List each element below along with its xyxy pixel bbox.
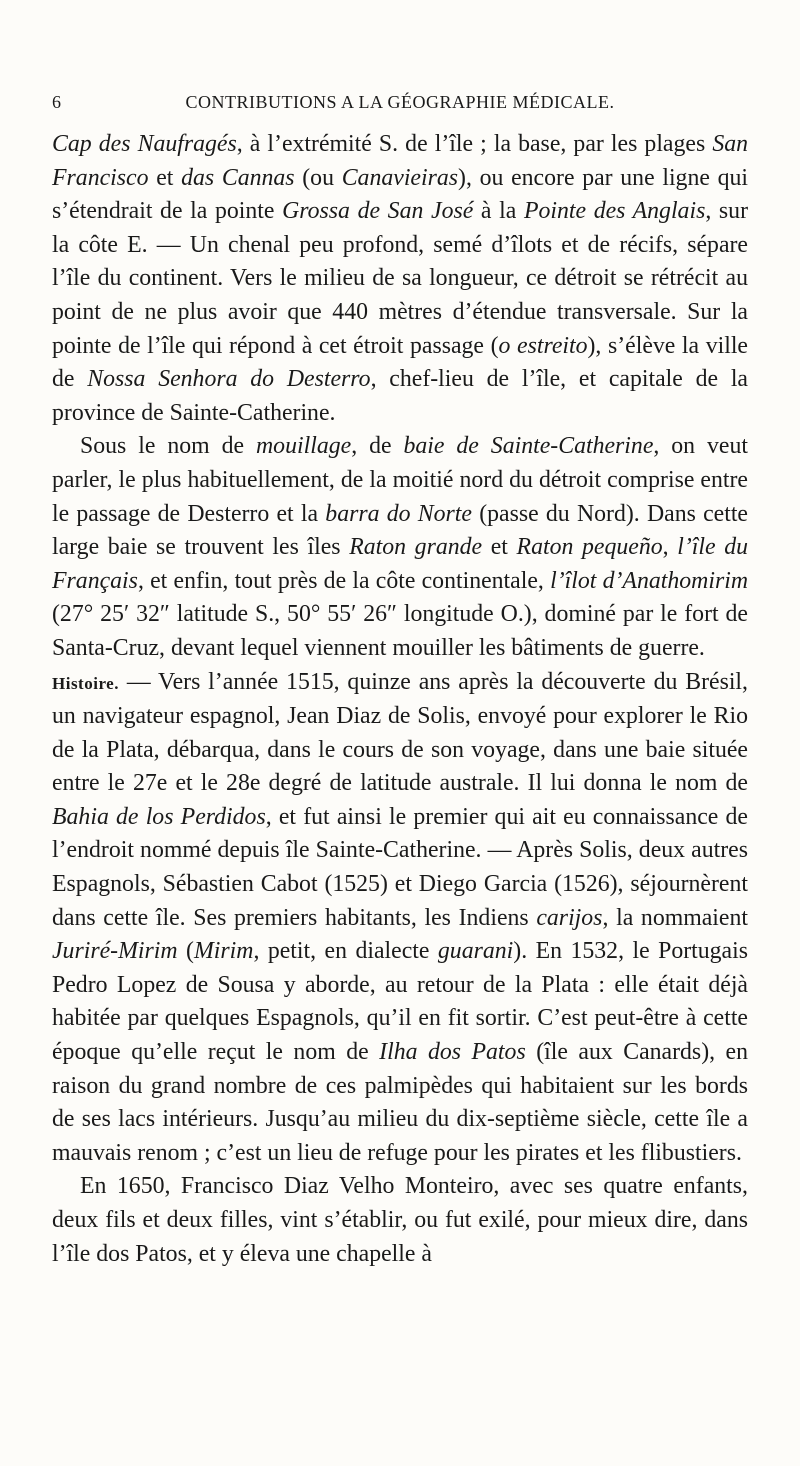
paragraph bbox=[52, 430, 748, 665]
text-run: , on veut parler, le plus habituellement, de la moitié nord du détroit comprise entre le passage de Desterro et la bbox=[52, 433, 748, 527]
italic-term: Mirim bbox=[193, 938, 254, 965]
text-run: , et enfin, tout près de la côte continentale, bbox=[137, 567, 551, 594]
text-run: , sur la côte E. — Un chenal peu profond, semé d’îlots et de récifs, sépare l’île du continent. Vers le milieu de sa longueur, ce détroit se rétrécit au point de ne plus avoir que 440 mètres d’étendue transversale. Sur la pointe de l’île qui répond à cet étroit passage ( bbox=[52, 198, 748, 359]
text-run: (île aux Canards), en raison du grand nombre de ces palmipèdes qui habitaient sur les bords de ses lacs intérieurs. Jusqu’au milieu du dix-septième siècle, cette île a mauvais renom ; c’est un lieu de refuge pour les pirates et les flibustiers. bbox=[52, 1039, 749, 1166]
section-label: Histoire. bbox=[52, 673, 119, 693]
text-run: , et fut ainsi le premier qui ait eu connaissance de l’endroit nommé depuis île Sainte-Catherine. — Après Solis, deux autres Espagnols, Sébastien Cabot (1525) et Diego Garcia (1526), séjournèrent dans cette île. Ses premiers habitants, les Indiens bbox=[52, 803, 748, 931]
italic-term: Pointe des Anglais bbox=[523, 198, 706, 225]
running-head bbox=[52, 92, 748, 116]
paragraph bbox=[52, 1170, 748, 1271]
italic-term: San Francisco bbox=[52, 131, 749, 191]
page-number: 6 bbox=[52, 92, 62, 112]
italic-term: Nossa Senhora do Desterro bbox=[87, 366, 371, 393]
running-title: CONTRIBUTIONS A LA GÉOGRAPHIE MÉDICALE. bbox=[185, 92, 615, 112]
italic-term: Bahia de los Perdidos bbox=[52, 803, 266, 830]
text-run: à la bbox=[473, 198, 524, 225]
text-run: , de bbox=[351, 433, 404, 460]
text-run: , chef-lieu de l’île, et capitale de la province de Sainte-Catherine. bbox=[52, 366, 748, 426]
italic-term: das Cannas bbox=[181, 164, 295, 191]
text-run: , à l’extrémité S. de l’île ; la base, par les plages bbox=[236, 131, 713, 157]
text-run: (ou bbox=[294, 164, 342, 191]
text-run: (passe du Nord). Dans cette large baie se trouvent les îles bbox=[52, 500, 748, 561]
italic-term: Raton grande bbox=[349, 534, 483, 561]
text-run: — Vers l’année 1515, quinze ans après la découverte du Brésil, un navigateur espagnol, Jean Diaz de Solis, envoyé pour explorer le Rio de la Plata, débarqua, dans le cours de son voyage, dans une baie située entre le 27e et le 28e degré de latitude australe. Il lui donna le nom de bbox=[52, 668, 748, 797]
text-run: ). En 1532, le Portugais Pedro Lopez de Sousa y aborde, au retour de la Plata : elle était déjà habitée par quelques Espagnols, qu’il en fit sortir. C’est peut-être à cette époque qu’elle reçut le nom de bbox=[52, 938, 748, 1066]
italic-term: Raton pequeño bbox=[516, 534, 663, 561]
text-run: , petit, en dialecte bbox=[253, 938, 438, 965]
paragraph bbox=[52, 666, 748, 1171]
italic-term: Canavieiras bbox=[341, 164, 459, 191]
text-run: ), ou encore par une ligne qui s’étendrait de la pointe bbox=[52, 164, 749, 225]
text-run: et bbox=[482, 534, 517, 561]
italic-term: Grossa de San José bbox=[282, 198, 474, 225]
text-run: ), s’élève la ville de bbox=[52, 332, 748, 393]
italic-term: guarani bbox=[437, 938, 514, 965]
italic-term: barra do Norte bbox=[325, 500, 472, 527]
text-run: (27° 25′ 32″ latitude S., 50° 55′ 26″ longitude O.), dominé par le fort de Santa-Cruz, devant lequel viennent mouiller les bâtiments de guerre. bbox=[52, 601, 748, 661]
text-run: , la nommaient bbox=[602, 904, 748, 931]
italic-term: carijos bbox=[536, 904, 603, 931]
italic-term: o estreito bbox=[498, 332, 588, 359]
text-run: , bbox=[662, 534, 678, 561]
italic-term: l’île du Français bbox=[52, 534, 748, 594]
italic-term: mouillage bbox=[256, 433, 352, 460]
text-run: ( bbox=[177, 938, 194, 965]
italic-term: Cap des Naufragés bbox=[52, 131, 237, 157]
text-run: En 1650, Francisco Diaz Velho Monteiro, avec ses quatre enfants, deux fils et deux filles, vint s’établir, ou fut exilé, pour mieux dire, dans l’île dos Patos, et y éleva une chapelle à bbox=[52, 1173, 748, 1267]
paragraph bbox=[52, 128, 748, 430]
italic-term: l’îlot d’Anathomirim bbox=[550, 567, 749, 594]
italic-term: Ilha dos Patos bbox=[379, 1039, 526, 1066]
italic-term: Juriré-Mirim bbox=[52, 938, 178, 965]
body-text bbox=[52, 128, 748, 1271]
text-run: et bbox=[148, 164, 182, 191]
text-run: Sous le nom de bbox=[80, 433, 256, 460]
italic-term: baie de Sainte-Catherine bbox=[403, 433, 654, 460]
